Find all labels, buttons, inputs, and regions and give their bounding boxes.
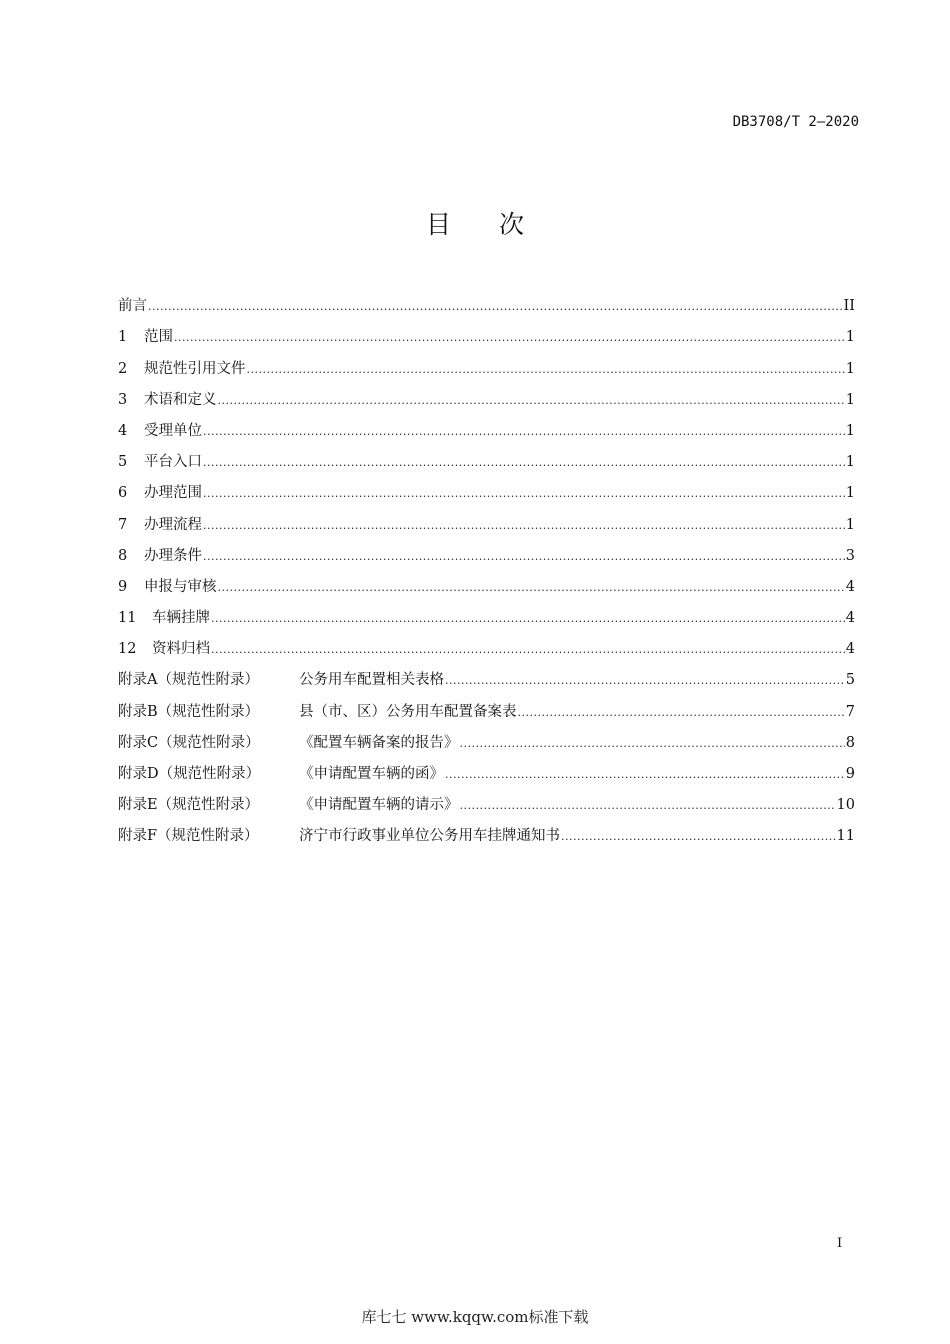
toc-entry-section-8[interactable] (118, 536, 855, 567)
toc-entry-number: 9 (118, 578, 128, 595)
toc-leader-dots (203, 422, 845, 442)
toc-entry-number: 2 (118, 360, 128, 377)
toc-entry-label: 《申请配置车辆的请示》 (299, 797, 459, 814)
toc-leader-dots (460, 796, 836, 816)
toc-appendix-tag: 附录D（规范性附录） (118, 766, 261, 782)
toc-entry-page: 1 (845, 454, 855, 471)
toc-entry-number: 1 (118, 329, 128, 346)
toc-entry-section-12[interactable] (118, 629, 855, 660)
toc-entry-number: 6 (118, 485, 128, 502)
toc-appendix-tag: 附录A（规范性附录） (118, 672, 259, 689)
toc-entry-number: 4 (118, 422, 128, 439)
toc-entry-number: 7 (118, 516, 128, 533)
toc-leader-dots (203, 484, 845, 504)
toc-leader-dots (445, 765, 845, 785)
table-of-contents (118, 286, 855, 847)
toc-entry-page: 1 (845, 391, 855, 408)
toc-entry-page: 3 (845, 547, 855, 564)
page-number: I (837, 1236, 843, 1251)
toc-entry-section-7[interactable] (118, 504, 855, 535)
toc-leader-dots (148, 297, 843, 317)
toc-entry-page: 4 (845, 578, 855, 595)
toc-entry-label: 办理条件 (144, 547, 202, 564)
toc-entry-appendix-b[interactable] (118, 691, 855, 722)
toc-leader-dots (203, 516, 845, 536)
toc-appendix-tag: 附录F（规范性附录） (118, 828, 259, 845)
document-code: DB3708/T 2—2020 (732, 114, 859, 130)
toc-leader-dots (218, 578, 845, 598)
toc-entry-appendix-e[interactable] (118, 785, 855, 816)
toc-entry-label: 县（市、区）公务用车配置备案表 (299, 703, 517, 720)
toc-entry-page: 4 (845, 610, 855, 627)
toc-entry-page: 1 (845, 422, 855, 439)
toc-entry-section-9[interactable] (118, 567, 855, 598)
toc-entry-page: 1 (845, 329, 855, 346)
toc-entry-label: 办理流程 (144, 516, 202, 533)
toc-leader-dots (445, 671, 845, 691)
toc-entry-appendix-f[interactable] (118, 816, 855, 847)
page-title: 目次 (425, 210, 572, 239)
toc-entry-number: 3 (118, 391, 128, 408)
toc-entry-label: 资料归档 (152, 641, 210, 658)
toc-entry-page: 4 (845, 641, 855, 658)
toc-leader-dots (203, 547, 845, 567)
toc-leader-dots (203, 453, 845, 473)
toc-entry-section-6[interactable] (118, 473, 855, 504)
toc-entry-page: 8 (845, 734, 855, 751)
toc-entry-label: 范围 (144, 329, 173, 346)
toc-entry-label: 前言 (118, 298, 147, 315)
toc-entry-section-2[interactable] (118, 348, 855, 379)
toc-entry-section-11[interactable] (118, 598, 855, 629)
toc-leader-dots (211, 609, 845, 629)
toc-entry-page: 5 (845, 672, 855, 689)
toc-entry-page: II (843, 298, 855, 315)
toc-entry-preface[interactable] (118, 286, 855, 317)
toc-entry-label: 《配置车辆备案的报告》 (299, 734, 459, 751)
toc-appendix-tag: 附录C（规范性附录） (118, 734, 260, 751)
toc-entry-number: 11 (118, 610, 137, 627)
toc-entry-label: 平台入口 (144, 454, 202, 471)
toc-leader-dots (174, 328, 845, 348)
toc-entry-page: 1 (845, 516, 855, 533)
toc-entry-section-4[interactable] (118, 411, 855, 442)
toc-leader-dots (211, 640, 845, 660)
toc-entry-label: 公务用车配置相关表格 (299, 672, 444, 689)
toc-entry-label: 术语和定义 (144, 391, 217, 408)
toc-entry-number: 12 (118, 641, 137, 658)
toc-entry-label: 《申请配置车辆的函》 (299, 766, 444, 782)
toc-entry-label: 济宁市行政事业单位公务用车挂牌通知书 (299, 828, 560, 845)
toc-entry-page: 1 (845, 360, 855, 377)
toc-appendix-tag: 附录E（规范性附录） (118, 797, 260, 814)
toc-entry-page: 10 (836, 797, 855, 814)
toc-entry-label: 受理单位 (144, 422, 202, 439)
toc-entry-number: 5 (118, 454, 128, 471)
toc-leader-dots (518, 703, 845, 723)
toc-entry-page: 7 (845, 703, 855, 720)
toc-entry-label: 规范性引用文件 (144, 360, 246, 377)
toc-entry-label: 车辆挂牌 (152, 610, 210, 627)
toc-entry-section-3[interactable] (118, 380, 855, 411)
toc-entry-number: 8 (118, 547, 128, 564)
toc-entry-appendix-a[interactable] (118, 660, 855, 691)
footer-watermark: 库七七 www.kqqw.com标准下载 (361, 1308, 589, 1326)
toc-entry-appendix-c[interactable] (118, 723, 855, 754)
toc-leader-dots (247, 360, 845, 380)
toc-entry-section-5[interactable] (118, 442, 855, 473)
toc-leader-dots (460, 734, 845, 754)
toc-entry-label: 申报与审核 (144, 578, 217, 595)
toc-leader-dots (218, 391, 845, 411)
toc-entry-page: 9 (845, 766, 855, 782)
toc-entry-appendix-d[interactable] (118, 754, 855, 785)
toc-entry-page: 11 (836, 828, 855, 845)
toc-entry-section-1[interactable] (118, 317, 855, 348)
toc-leader-dots (561, 827, 836, 847)
toc-entry-label: 办理范围 (144, 485, 202, 502)
toc-appendix-tag: 附录B（规范性附录） (118, 703, 260, 720)
toc-entry-page: 1 (845, 485, 855, 502)
